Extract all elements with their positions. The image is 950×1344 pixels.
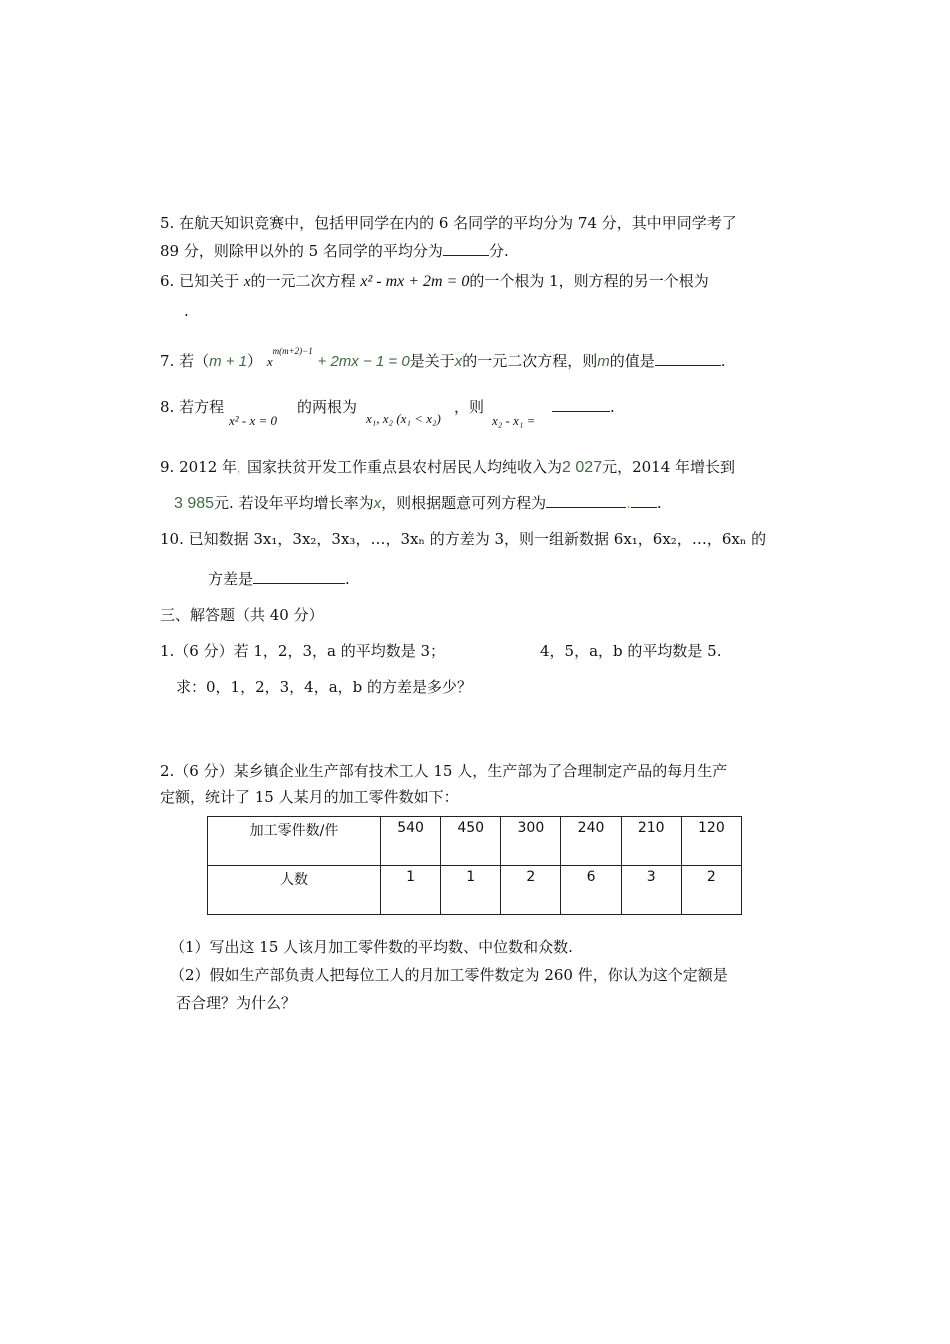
q10-line1: 10. 已知数据 3x₁，3x₂，3x₃，…，3xₙ 的方差为 3，则一组新数据 6x₁，6x₂，…，6xₙ 的 [160,530,767,548]
q5-text-end: 分. [488,242,509,260]
q8-line [160,396,224,418]
table-cell: 540 [381,817,441,866]
q10-end: . [345,570,350,588]
q10-answer-blank [253,569,345,584]
q6-line2: . [184,302,189,320]
q5-line1: 5. 在航天知识竞赛中，包括甲同学在内的 6 名同学的平均分为 74 分，其中甲同学考了 [160,214,737,232]
p2-line2: 定额，统计了 15 人某月的加工零件数如下： [160,788,459,806]
q7-exponent: m(m+2)−1 [272,346,313,356]
q9-line2 [174,492,662,515]
q9-text-post1: 元，2014 年增长到 [602,458,736,476]
q9-text-post3: ，则根据题意可列方程为 [381,494,547,512]
q9-dot: . [626,494,631,512]
q8-equation: x² - x = 0 [229,413,278,428]
q5-answer-blank [443,241,489,256]
q8-end: . [610,398,615,416]
q6-text-post: 的一个根为 1，则方程的另一个根为 [469,272,709,290]
table-cell: 120 [681,817,741,866]
table-cell: 1 [441,866,501,915]
q9-answer-blank-1 [546,493,626,508]
q9-answer-blank-2 [631,493,657,508]
q5-line2 [160,240,509,262]
q8-roots: x₁, x₂ (x₁ < x₂) [366,411,441,426]
q7-answer-blank [655,351,721,366]
q9-text: 9. 2012 年 [160,458,238,476]
table-cell: 300 [501,817,561,866]
q9-text-mid: 国家扶贫开发工作重点县农村居民人均纯收入为 [247,458,563,476]
q9-text-post2: 元. 若设年平均增长率为 [214,494,374,512]
parts-table [207,816,742,915]
table-cell: 240 [561,817,621,866]
table-row-header: 人数 [208,866,381,915]
table-cell: 210 [621,817,681,866]
table-row-header: 加工零件数/件 [208,817,381,866]
q9-value-2012: 2 027 [562,459,603,476]
section-heading: 三、解答题（共 40 分） [160,606,324,624]
q5-text: 89 分，则除甲以外的 5 名同学的平均分为 [160,242,443,260]
table-cell: 2 [501,866,561,915]
table-cell: 3 [621,866,681,915]
q7-line [160,346,726,373]
q9-mark: ， [237,464,248,475]
q8-text: 8. 若方程 [160,398,225,416]
p2-line1: 2.（6 分）某乡镇企业生产部有技术工人 15 人，生产部为了合理制定产品的每月生产 [160,762,728,780]
q7-x-base: x [266,354,273,369]
q9-line1 [160,456,735,481]
q7-text-post2: 的一元二次方程，则 [462,352,598,370]
q9-x-variable: x [373,495,382,512]
q6-equation: x² - mx + 2m = 0 [360,273,470,290]
q7-text-post3: 的值是 [609,352,655,370]
q7-equation-rest: + 2mx − 1 = 0 [317,353,410,370]
table-row [208,866,742,915]
p1-line1a: 1.（6 分）若 1，2，3，a 的平均数是 3； [160,642,446,660]
q8-text-mid: 的两根为 [297,398,358,416]
q10-line2 [208,568,350,590]
q9-end: . [656,494,662,512]
p1-line2: 求：0，1，2，3，4，a，b 的方差是多少？ [176,678,473,696]
table-cell: 450 [441,817,501,866]
q6-line1 [160,270,709,293]
q8-text-comma: ，则 [454,398,485,416]
p1-line1b: 4，5，a，b 的平均数是 5. [540,642,722,660]
table-cell: 2 [681,866,741,915]
table-cell: 6 [561,866,621,915]
q6-variable: x [243,274,251,290]
q9-value-2014: 3 985 [174,495,215,512]
q8-blank-wrap [552,396,615,418]
q8-expression: x₂ - x₁ = [492,413,536,428]
q7-m-variable: m [597,353,610,370]
p2-sub2-line2: 否合理？为什么？ [176,994,297,1012]
q6-text-mid: 的一元二次方程 [250,272,356,290]
p2-sub2-line1: （2）假如生产部负责人把每位工人的月加工零件数定为 260 件，你认为这个定额是 [170,966,728,984]
q7-x-variable: x [454,353,463,370]
q7-end: . [720,352,726,370]
q6-text: 6. 已知关于 [160,272,240,290]
q7-m-plus-1: m + 1 [209,353,248,370]
table-row [208,817,742,866]
q7-text-post1: 是关于 [409,352,455,370]
table-cell: 1 [381,866,441,915]
q8-answer-blank [552,397,610,412]
p2-sub1: （1）写出这 15 人该月加工零件数的平均数、中位数和众数. [170,938,573,956]
q10-text: 方差是 [208,570,254,588]
q7-paren: ） [247,352,263,370]
q7-text: 7. 若（ [160,352,210,370]
